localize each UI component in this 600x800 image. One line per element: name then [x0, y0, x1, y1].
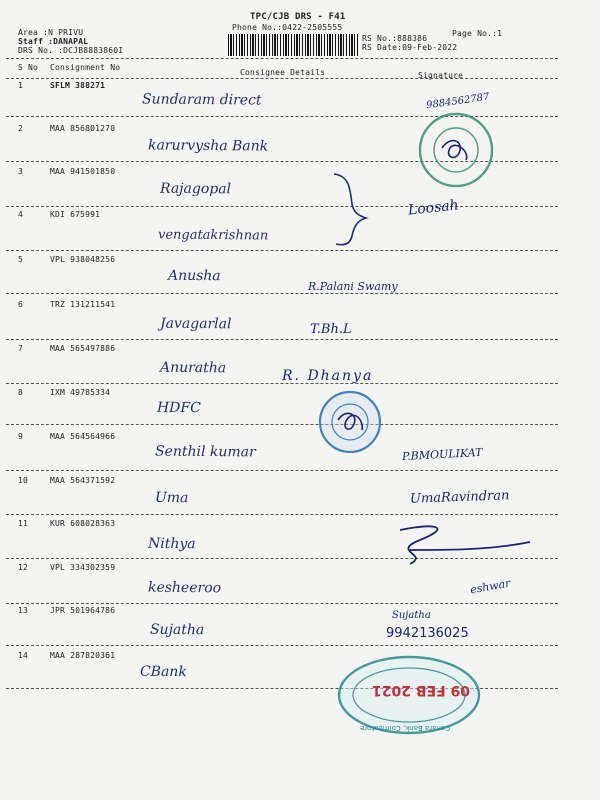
- row-number: 2: [18, 124, 24, 133]
- stamp-date: 09 FEB 2021: [372, 682, 470, 698]
- divider: [6, 58, 558, 59]
- staff-label: Staff :DANAPAL: [18, 37, 89, 46]
- consignee-name: karurvysha Bank: [147, 137, 269, 155]
- divider: [6, 424, 558, 425]
- consignment-no: KDI 675991: [50, 210, 101, 219]
- signature-scribble: [380, 520, 540, 570]
- row-number: 14: [18, 651, 29, 660]
- consignment-no: MAA 287820361: [50, 651, 116, 660]
- consignee-name: Anuratha: [159, 359, 227, 377]
- divider: [6, 206, 558, 207]
- consignment-no: KUR 608028363: [50, 519, 116, 528]
- signature-row-6: T.Bh.L: [310, 322, 352, 337]
- consignment-no: MAA 941501850: [50, 167, 116, 176]
- consignee-name: HDFC: [156, 399, 201, 417]
- barcode: [228, 34, 360, 56]
- consignee-name: Rajagopal: [159, 180, 232, 198]
- consignment-no: VPL 938048256: [50, 255, 116, 264]
- area-label: Area :N PRIVU: [18, 28, 84, 37]
- row-number: 7: [18, 344, 24, 353]
- divider: [6, 78, 558, 79]
- consignee-name: Nithya: [147, 535, 196, 553]
- divider: [6, 470, 558, 471]
- divider: [6, 250, 558, 251]
- row-number: 12: [18, 563, 29, 572]
- row-number: 8: [18, 388, 24, 397]
- signature-row-7: R. Dhanya: [282, 368, 374, 384]
- divider: [6, 514, 558, 515]
- signature-row-4: Loosah: [407, 197, 460, 219]
- signature-row-12: eshwar: [469, 576, 512, 597]
- signature-row-9: P.BMOULIKAT: [401, 445, 483, 464]
- consignee-name: CBank: [139, 663, 187, 681]
- row-number: 9: [18, 432, 24, 441]
- consignee-name: vengatakrishnan: [157, 227, 269, 244]
- brace-mark: [330, 170, 370, 250]
- divider: [6, 645, 558, 646]
- stamp-bank-name: Canara Bank, Coimbatore: [360, 724, 451, 732]
- consignment-no: JPR 501964786: [50, 606, 116, 615]
- row-number: 4: [18, 210, 24, 219]
- consignment-no: IXM 49785334: [50, 388, 111, 397]
- consignment-no: MAA 565497886: [50, 344, 116, 353]
- signature-phone-row-13: 9942136025: [386, 626, 469, 641]
- consignee-name: Senthil kumar: [154, 443, 256, 461]
- page-number: Page No.:1: [452, 29, 503, 38]
- divider: [6, 339, 558, 340]
- rs-number: RS No.:888386: [362, 34, 428, 43]
- col-signature: Signature: [418, 71, 464, 80]
- col-sno: S No: [18, 63, 39, 72]
- phone-number: Phone No.:0422-2505555: [232, 23, 343, 32]
- col-consignee: Consignee Details: [240, 68, 326, 77]
- consignment-no: MAA 564371592: [50, 476, 116, 485]
- row-number: 13: [18, 606, 29, 615]
- bank-stamp-icon: [416, 110, 496, 190]
- drs-number: DRS No. :DCJB8883860I: [18, 46, 124, 55]
- consignment-no: TRZ 131211541: [50, 300, 116, 309]
- signature-row-1: 9884562787: [425, 91, 491, 112]
- row-number: 11: [18, 519, 29, 528]
- row-number: 10: [18, 476, 29, 485]
- consignment-no: MAA 564564966: [50, 432, 116, 441]
- divider: [6, 603, 558, 604]
- row-number: 1: [18, 81, 24, 90]
- signature-row-13: Sujatha: [392, 610, 431, 621]
- consignment-no: SFLM 388271: [50, 81, 106, 90]
- row-number: 3: [18, 167, 24, 176]
- signature-row-10: UmaRavindran: [409, 488, 510, 507]
- consignee-name: kesheeroo: [147, 579, 222, 597]
- consignee-name: Javagarlal: [159, 315, 232, 333]
- col-consignment: Consignment No: [50, 63, 121, 72]
- consignment-no: MAA 856801270: [50, 124, 116, 133]
- consignee-name: Sundaram direct: [141, 91, 262, 109]
- consignee-name: Uma: [154, 489, 189, 507]
- seal-stamp-icon: [316, 388, 384, 456]
- consignee-name: Sujatha: [149, 621, 205, 639]
- row-number: 5: [18, 255, 24, 264]
- divider: [6, 293, 558, 294]
- row-number: 6: [18, 300, 24, 309]
- doc-title: TPC/CJB DRS - F41: [250, 12, 346, 22]
- rs-date: RS Date:09-Feb-2022: [362, 43, 458, 52]
- signature-row-5: R.Palani Swamy: [308, 280, 398, 293]
- consignment-no: VPL 334302359: [50, 563, 116, 572]
- consignee-name: Anusha: [167, 267, 221, 285]
